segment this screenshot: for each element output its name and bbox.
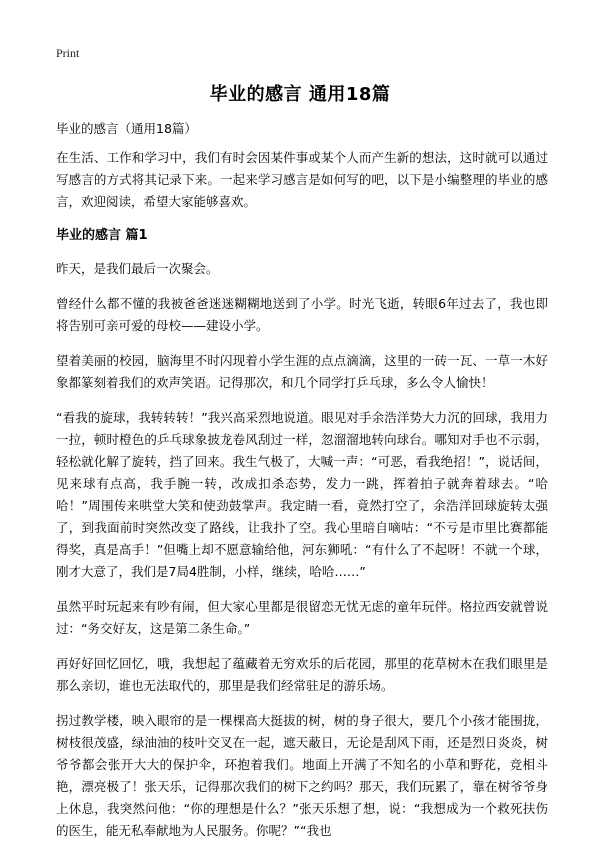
paragraph-1: 昨天，是我们最后一次聚会。 [56,261,219,276]
intro-paragraph: 在生活、工作和学习中，我们有时会因某件事或某个人而产生新的想法，这时就可以通过写感言的方式将其记录下来。一起来学习感言是如何写的吧，以下是小编整理的毕业的感言，欢迎阅读，希望大家能够喜欢。 [56,150,548,209]
paragraph-3: 望着美丽的校园，脑海里不时闪现着小学生涯的点点滴滴，这里的一砖一瓦、一草一木好象都篆刻着我们的欢声笑语。记得那次，和几个同学打乒乓球，多么令人愉快！ [56,353,548,390]
section-heading: 毕业的感言 篇1 [56,228,148,243]
paragraph-4: “看我的旋球，我转转转！”我兴高采烈地说道。眼见对手余浩洋势大力沉的回球，我用力一拉，顿时橙色的乒乓球象披龙卷风刮过一样，忽溜溜地转向球台。哪知对手也不示弱，轻松就化解了旋转，挡了回来。我生气极了，大喊一声：“可恶，看我绝招！”，说话间，见来球有点高，我手腕一转，改成扣杀态势，发力一跳，挥着拍子就奔着球去。“哈哈！”周围传来哄堂大笑和使劲鼓掌声。我定睛一看，竟然打空了，余浩洋回球旋转太强了，到我面前时突然改变了路线，让我扑了空。我心里暗自嘀咕：“不亏是市里比赛都能得奖，真是高手！”但嘴上却不愿意输给他，河东狮吼：“有什么了不起呀！不就一个球，刚才大意了，我们是7局4胜制，小样，继续，哈哈……” [56,410,548,579]
page-title: 毕业的感言 通用18篇 [209,84,391,105]
paragraph-2: 曾经什么都不懂的我被爸爸迷迷糊糊地送到了小学。时光飞逝，转眼6年过去了，我也即将告别可亲可爱的母校——建设小学。 [56,296,548,333]
print-label[interactable]: Print [56,46,80,60]
paragraph-6: 再好好回忆回忆，哦，我想起了蕴藏着无穷欢乐的后花园，那里的花草树木在我们眼里是那么亲切，谁也无法取代的，那里是我们经常驻足的游乐场。 [56,656,548,693]
document-body [56,118,548,855]
paragraph-7: 拐过教学楼，映入眼帘的是一棵棵高大挺拔的树，树的身子很大，要几个小孩才能围拢，树枝很茂盛，绿油油的枝叶交叉在一起，遮天蔽日，无论是刮风下雨，还是烈日炎炎，树爷爷都会张开大大的保护伞，环抱着我们。地面上开满了不知名的小草和野花，竞相斗艳，漂亮极了！张天乐，记得那次我们的树下之约吗？那天，我们玩累了，靠在树爷爷身上休息，我突然问他：“你的理想是什么？”张天乐想了想，说：“我想成为一个救死扶伤的医生，能无私奉献地为人民服务。你呢？”“我也 [56,713,548,838]
paragraph-5: 虽然平时玩起来有吵有闹，但大家心里都是很留恋无忧无虑的童年玩伴。格拉西安就曾说过：“务交好友，这是第二条生命。” [56,599,548,636]
subtitle: 毕业的感言（通用18篇） [56,121,197,136]
